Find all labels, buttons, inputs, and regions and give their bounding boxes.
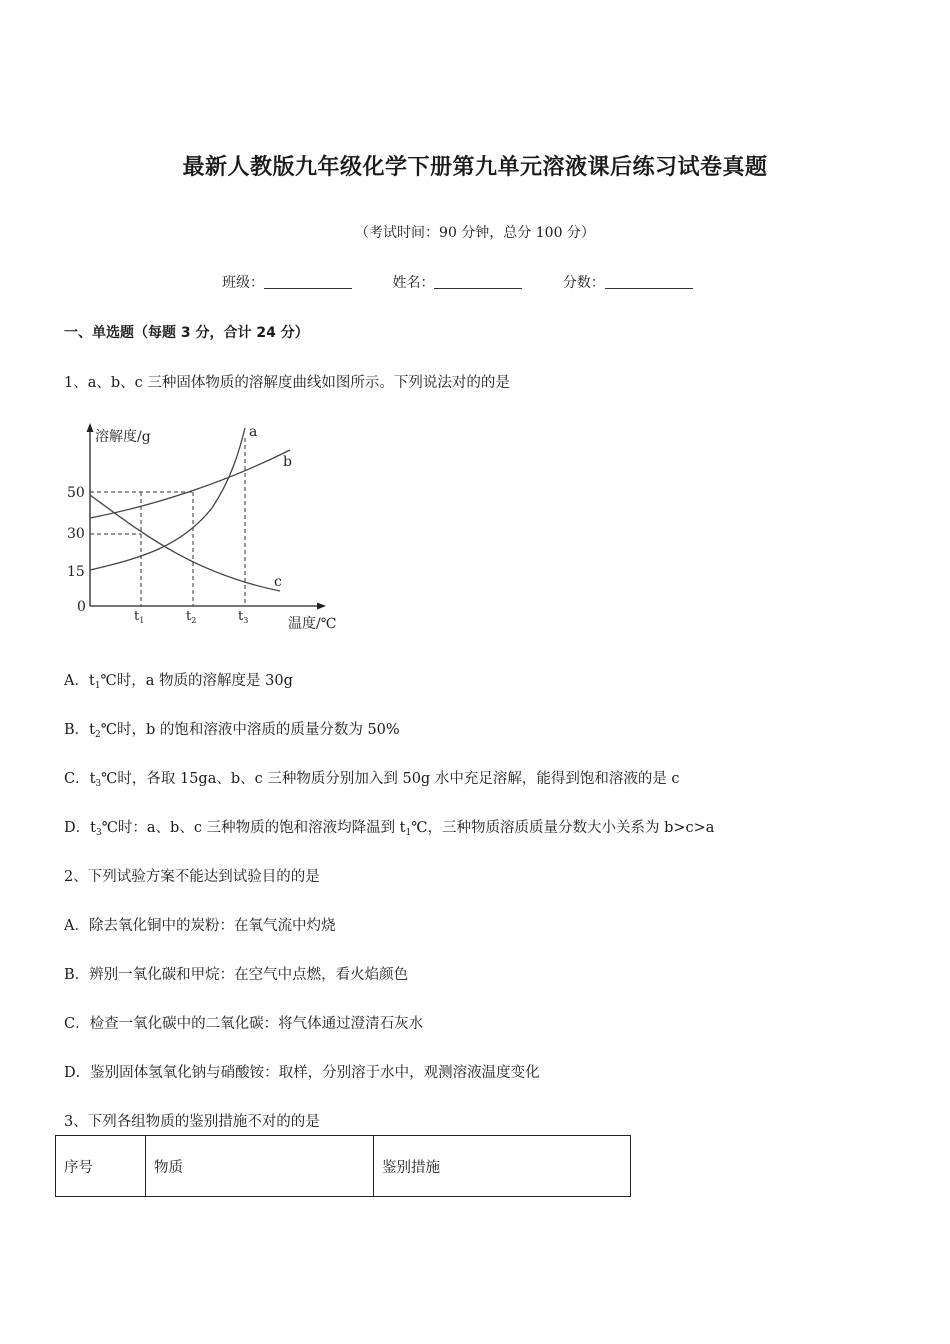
x-tick-t1: $t_1$ bbox=[134, 609, 145, 625]
q2-option-c[interactable]: C．检查一氧化碳中的二氧化碳：将气体通过澄清石灰水 bbox=[64, 1016, 424, 1032]
name-blank[interactable] bbox=[434, 274, 522, 289]
q2-stem: 2、下列试验方案不能达到试验目的的是 bbox=[64, 869, 320, 885]
header-method: 鉴别措施 bbox=[374, 1136, 631, 1197]
y-tick-50: 50 bbox=[67, 485, 85, 501]
q1-option-b[interactable]: B．$t_2℃$时，b 的饱和溶液中溶质的质量分数为 50% bbox=[64, 722, 400, 740]
header-index: 序号 bbox=[56, 1136, 146, 1197]
solubility-chart bbox=[62, 418, 362, 633]
page-title: 最新人教版九年级化学下册第九单元溶液课后练习试卷真题 bbox=[182, 155, 768, 180]
q1-option-a[interactable]: A．$t_1℃$时，a 物质的溶解度是 30g bbox=[64, 673, 293, 691]
x-tick-t2: $t_2$ bbox=[186, 609, 197, 625]
score-blank[interactable] bbox=[605, 274, 693, 289]
name-label: 姓名： bbox=[392, 275, 435, 291]
x-tick-t3: $t_3$ bbox=[238, 609, 249, 625]
q3-stem: 3、下列各组物质的鉴别措施不对的的是 bbox=[64, 1114, 320, 1130]
class-label: 班级： bbox=[222, 275, 264, 291]
class-blank[interactable] bbox=[264, 274, 352, 289]
curve-b bbox=[90, 450, 290, 518]
q2-option-d[interactable]: D．鉴别固体氢氧化钠与硝酸铵：取样，分别溶于水中，观测溶液温度变化 bbox=[64, 1065, 540, 1081]
series-label-b: b bbox=[283, 454, 292, 470]
y-tick-0: 0 bbox=[77, 599, 86, 615]
x-axis-label: 温度/℃ bbox=[288, 616, 337, 632]
q2-option-b[interactable]: B．辨别一氧化碳和甲烷：在空气中点燃，看火焰颜色 bbox=[64, 967, 409, 983]
section-heading: 一、单选题（每题 3 分，合计 24 分） bbox=[64, 325, 309, 341]
name-field bbox=[392, 272, 522, 292]
q1-option-c[interactable]: C．$t_3℃$时，各取 15ga、b、c 三种物质分别加入到 50g 水中充足溶解，能得到饱和溶液的是 c bbox=[64, 771, 680, 789]
q3-table bbox=[55, 1135, 631, 1197]
class-field bbox=[222, 272, 352, 292]
y-axis-arrow bbox=[87, 423, 94, 432]
curve-c bbox=[90, 495, 280, 591]
y-tick-30: 30 bbox=[67, 526, 85, 542]
y-tick-15: 15 bbox=[67, 564, 85, 580]
q1-option-d[interactable]: D．$t_3℃$时：a、b、c 三种物质的饱和溶液均降温到 $t_1℃$，三种物质溶质质量分数大小关系为 b>c>a bbox=[64, 820, 715, 838]
q2-option-a[interactable]: A．除去氧化铜中的炭粉：在氧气流中灼烧 bbox=[64, 918, 336, 934]
exam-info: （考试时间：90 分钟，总分 100 分） bbox=[355, 225, 595, 241]
q1-stem: 1、a、b、c 三种固体物质的溶解度曲线如图所示。下列说法对的的是 bbox=[64, 375, 510, 391]
series-label-c: c bbox=[274, 574, 282, 590]
y-axis-label: 溶解度/g bbox=[95, 429, 151, 445]
score-label: 分数： bbox=[562, 275, 605, 291]
student-info-row bbox=[222, 272, 729, 292]
table-header-row bbox=[56, 1136, 631, 1197]
header-substance: 物质 bbox=[146, 1136, 374, 1197]
score-field bbox=[563, 272, 693, 292]
series-label-a: a bbox=[249, 424, 258, 440]
x-axis-arrow bbox=[317, 603, 326, 610]
